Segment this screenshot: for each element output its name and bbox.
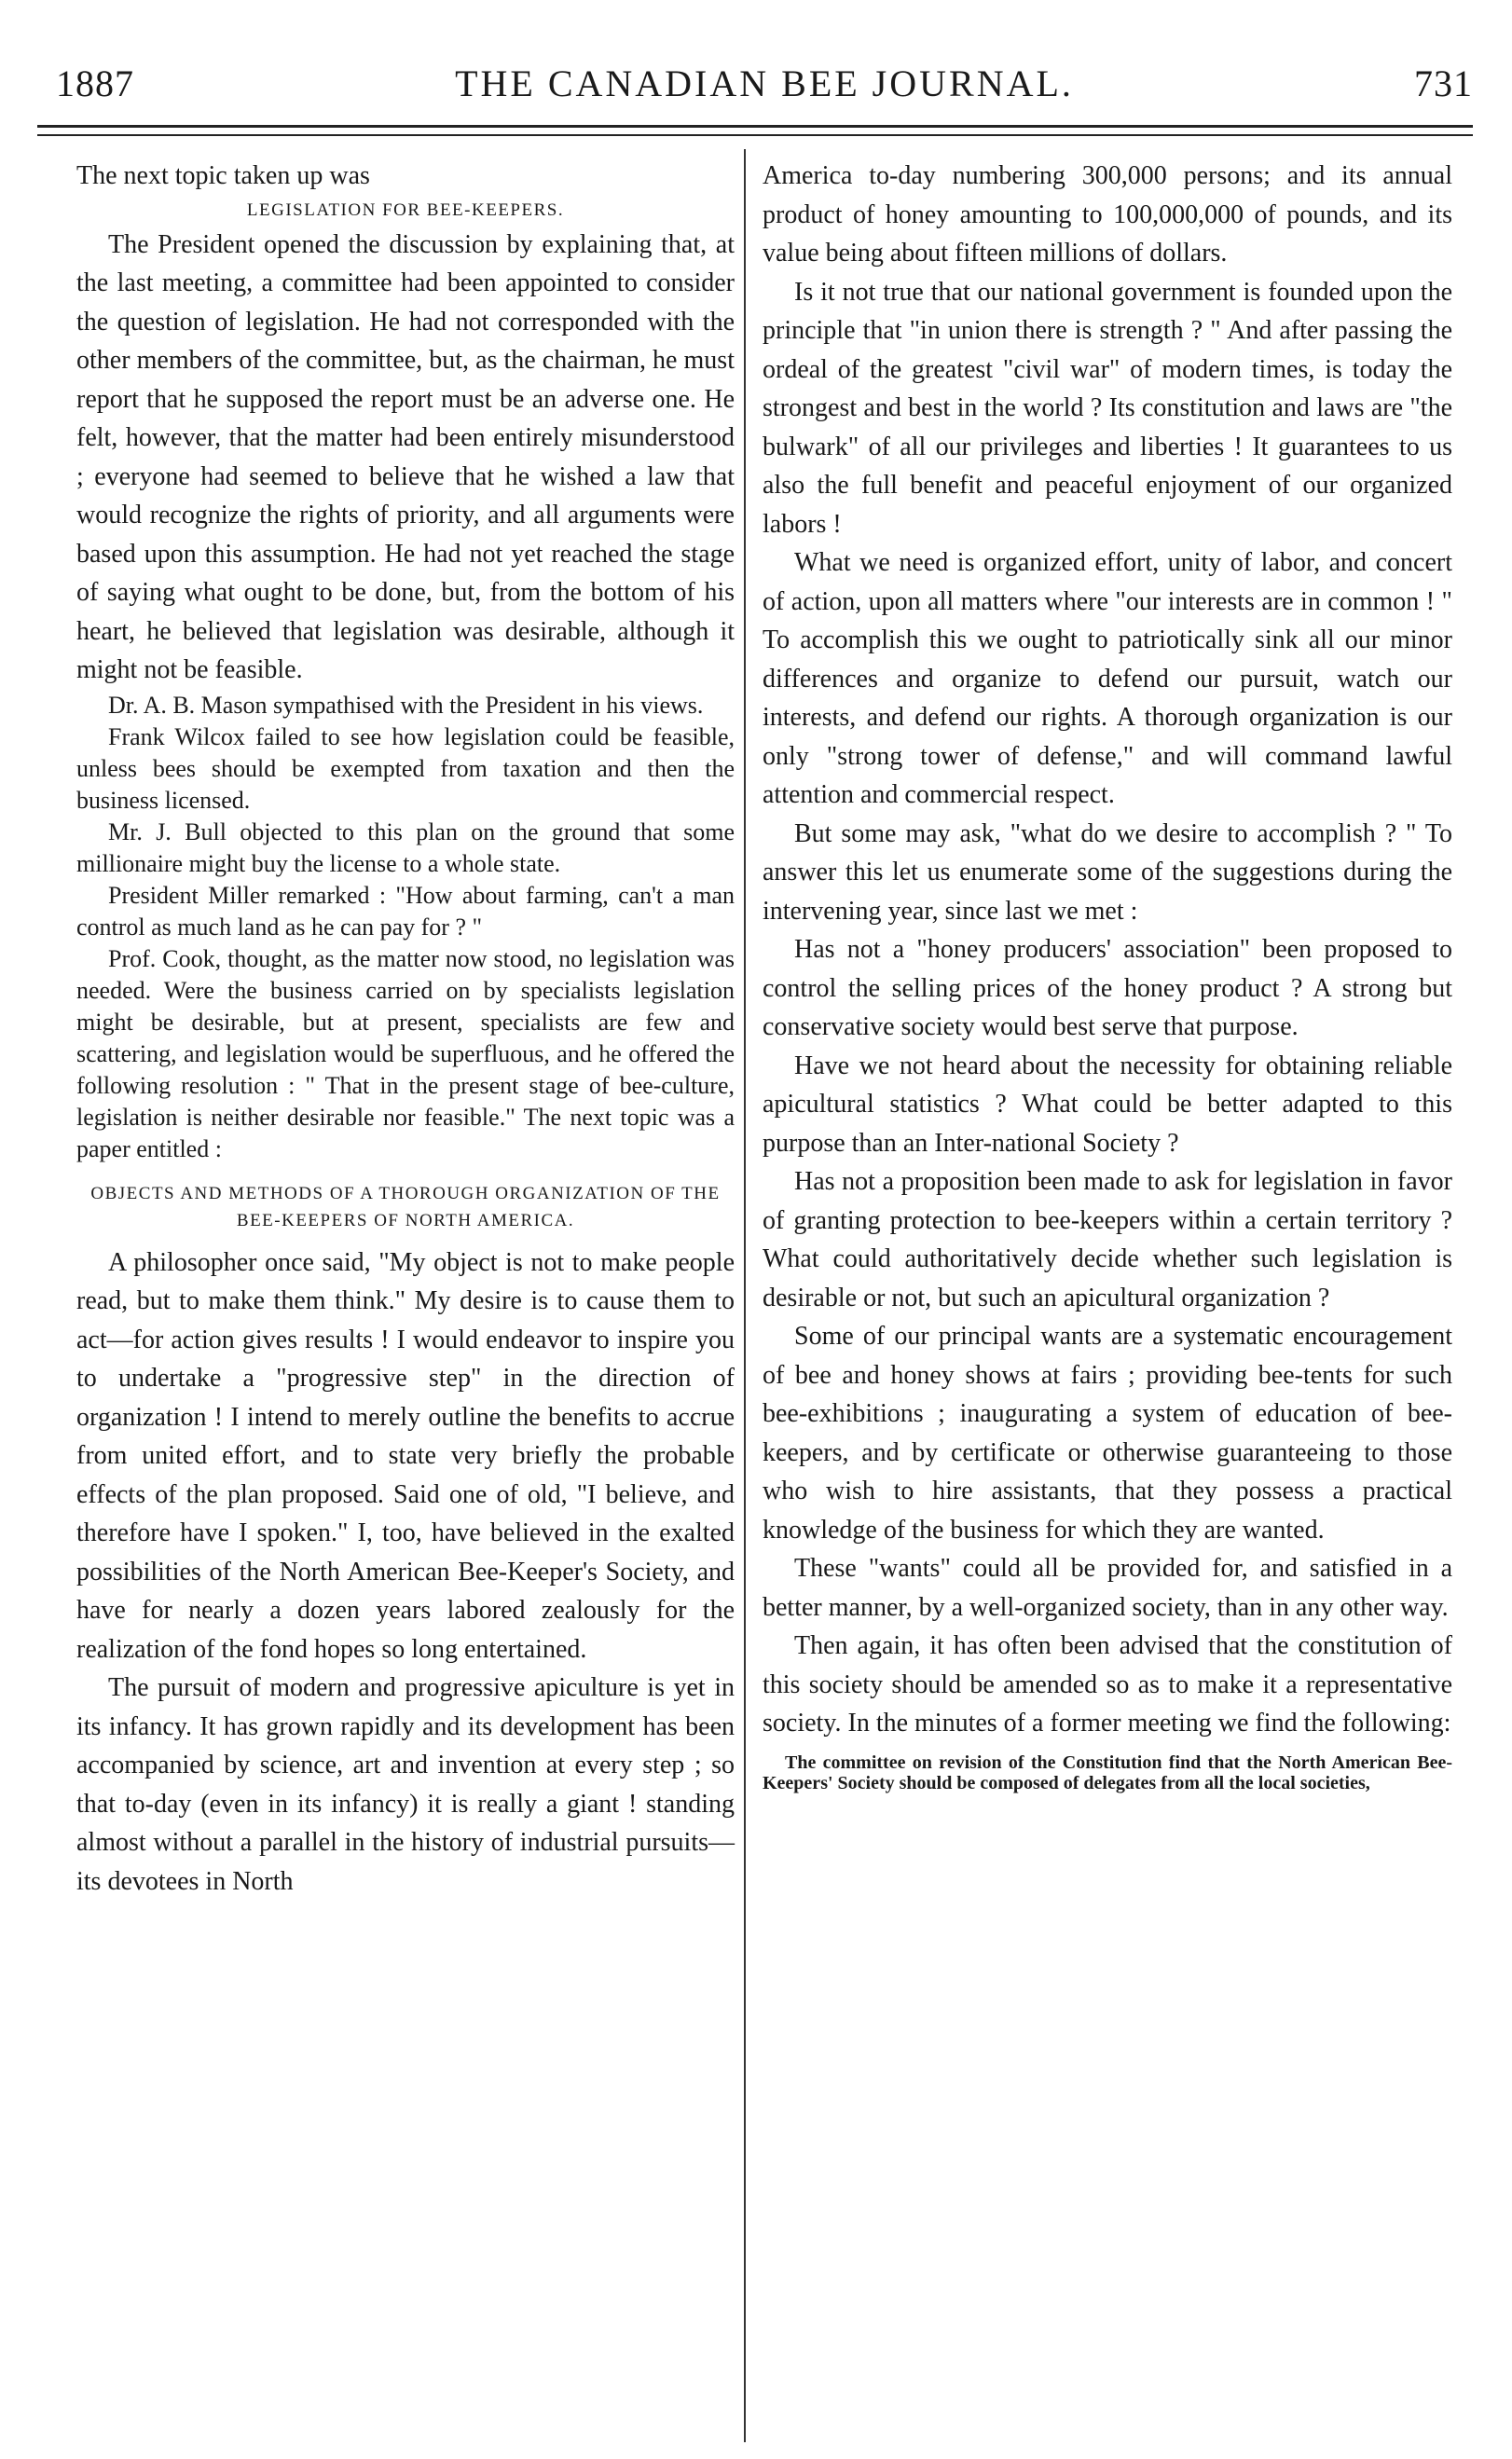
discussion-paragraph: Dr. A. B. Mason sympathised with the President in his views. — [108, 691, 704, 719]
body-paragraph: The President opened the discussion by explaining that, at the last meeting, a committee had been appointed to consider the question of legislation. He had not corresponded with the other members of the committee, but, as the chairman, he must report that he supposed the report must be an adverse one. He felt, however, that the matter had been entirely misunderstood ; everyone had seemed to believe that he wished a law that would recognize the rights of priority, and all arguments were based upon this assumption. He had not yet reached the stage of saying what ought to be done, but, from the bottom of his heart, he believed that legislation was desirable, although it might not be feasible. — [76, 229, 735, 684]
section-heading: LEGISLATION FOR BEE-KEEPERS. — [246, 199, 565, 220]
left-column — [76, 157, 735, 1901]
body-paragraph: Has not a "honey producers' association" been proposed to control the selling prices of the honey product ? A strong but conservative society would best serve that purpose. — [763, 935, 1452, 1041]
discussion-paragraph: Frank Wilcox failed to see how legislation could be feasible, unless bees should be exempted from taxation and then the business licensed. — [76, 722, 735, 814]
body-paragraph: America to-day numbering 300,000 persons; and its annual product of honey amounting to 100,000,000 of pounds, and its value being about fifteen millions of dollars. — [763, 161, 1452, 268]
body-paragraph: Then again, it has often been advised that the constitution of this society should be amended so as to make it a representative society. In the minutes of a former meeting we find the following: — [763, 1631, 1452, 1738]
page-number: 731 — [1414, 62, 1473, 104]
body-paragraph: Is it not true that our national government is founded upon the principle that "in union there is strength ? " And after passing the ordeal of the greatest "civil war" of modern times, is today the strongest and best in the world ? Its constitution and laws are "the bulwark" of all our privileges and liberties ! It guarantees to us also the full benefit and peaceful enjoyment of our organized labors ! — [763, 277, 1452, 539]
discussion-paragraph: Mr. J. Bull objected to this plan on the ground that some millionaire might buy the license to a whole state. — [76, 817, 735, 877]
header-year: 1887 — [56, 62, 134, 104]
body-paragraph: The pursuit of modern and progressive apiculture is yet in its infancy. It has grown rapidly and its development has been accompanied by science, art and invention at every step ; so that to-day (even in its infancy) it is really a giant ! standing almost without a parallel in the history of industrial pursuits—its devotees in North — [76, 1673, 735, 1896]
body-paragraph: Have we not heard about the necessity for obtaining reliable apicultural statistics ? What could be better adapted to this purpose than an Inter-national Society ? — [763, 1051, 1452, 1158]
body-paragraph: A philosopher once said, "My object is not to make people read, but to make them think." My desire is to cause them to act—for action gives results ! I would endeavor to inspire you to undertake a "progressive step" in the direction of organization ! I intend to merely outline the benefits to accrue from united effort, and to state very briefly the probable effects of the plan proposed. Said one of old, "I believe, and therefore have I spoken." I, too, have believed in the exalted possibilities of the North American Bee-Keeper's Society, and have for nearly a dozen years labored zealously for the realization of the fond hopes so long entertained. — [76, 1247, 735, 1664]
body-paragraph: Some of our principal wants are a systematic encouragement of bee and honey shows at fairs ; providing bee-tents for such bee-exhibitions ; inaugurating a system of education of bee-keepers, and by certificate or otherwise guaranteeing to those who wish to hire assistants, that they possess a practical knowledge of the business for which they are wanted. — [763, 1322, 1452, 1545]
body-paragraph: The next topic taken up was — [76, 161, 370, 190]
right-column — [763, 157, 1452, 1793]
discussion-paragraph: President Miller remarked : "How about farming, can't a man control as much land as he can pay for ? " — [76, 881, 735, 941]
section-heading: OBJECTS AND METHODS OF A THOROUGH ORGANIZATION OF THE BEE-KEEPERS OF NORTH AMERICA. — [90, 1183, 721, 1230]
header-rule-bottom — [37, 134, 1473, 136]
quoted-minutes: The committee on revision of the Constitution find that the North American Bee-Keepers' Society should be composed of delegates from all the local societies, — [763, 1752, 1452, 1793]
body-paragraph: Has not a proposition been made to ask for legislation in favor of granting protection to bee-keepers within a certain territory ? What could authoritatively decide whether such legislation is desirable or not, but such an apicultural organization ? — [763, 1167, 1452, 1312]
header-rule-top — [37, 125, 1473, 128]
page-header — [56, 58, 1473, 123]
discussion-paragraph: Prof. Cook, thought, as the matter now stood, no legislation was needed. Were the business carried on by specialists legislation might be desirable, but at present, specialists are few and scattering, and legislation would be superfluous, and he offered the following resolution : " That in the present stage of bee-culture, legislation is neither desirable nor feasible." The next topic was a paper entitled : — [76, 944, 735, 1162]
column-divider — [744, 149, 746, 2442]
journal-title: THE CANADIAN BEE JOURNAL. — [455, 62, 1074, 104]
body-paragraph: What we need is organized effort, unity of labor, and concert of action, upon all matters where "our interests are in common ! " To accomplish this we ought to patriotically sink all our minor differences and organize to defend our pursuit, watch our interests, and defend our rights. A thorough organization is our only "strong tower of defense," and will command lawful attention and commercial respect. — [763, 548, 1452, 809]
body-paragraph: But some may ask, "what do we desire to accomplish ? " To answer this let us enumerate some of the suggestions during the intervening year, since last we met : — [763, 818, 1452, 926]
body-paragraph: These "wants" could all be provided for, and satisfied in a better manner, by a well-organized society, than in any other way. — [763, 1554, 1452, 1622]
